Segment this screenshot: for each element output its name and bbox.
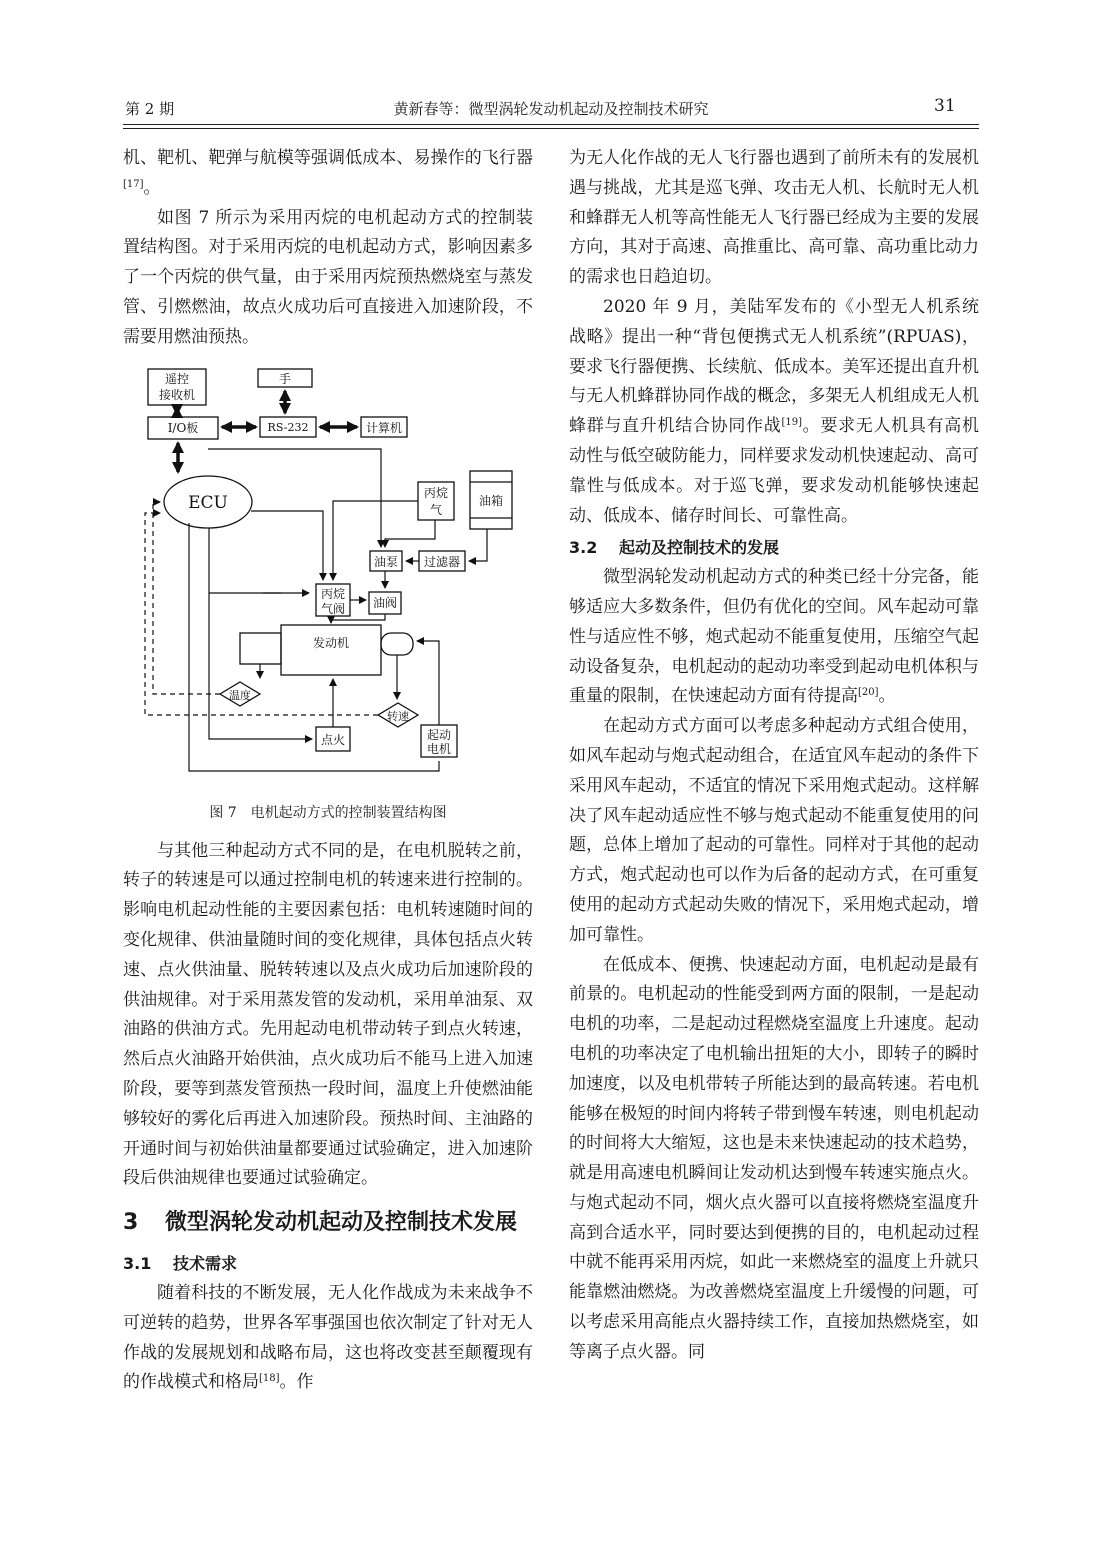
paragraph: 如图 7 所示为采用丙烷的电机起动方式的控制装置结构图。对于采用丙烷的电机起动方式，影响因素多了一个丙烷的供气量，由于采用丙烷预热燃烧室与蒸发管、引燃燃油，故点火成功后可直接进入加速阶段，不需要用燃油预热。 [123, 207, 533, 347]
engine-left-box [240, 633, 281, 664]
rs232-label: RS-232 [267, 420, 309, 434]
page-number: 31 [934, 96, 956, 116]
remote-label: 接收机 [158, 387, 196, 402]
engine-right-box [381, 633, 413, 655]
paragraph: 为无人化作战的无人飞行器也遇到了前所未有的发展机遇与挑战，尤其是巡飞弹、攻击无人机、长航时无人机和蜂群无人机等高性能无人飞行器已经成为主要的发展方向，其对于高速、高推重比、高可靠、高功重比动力的需求也日趋迫切。 [569, 148, 979, 288]
io-label: I/O板 [167, 420, 199, 435]
paragraph: 与其他三种起动方式不同的是，在电机脱转之前，转子的转速是可以通过控制电机的转速来进行控制的。影响电机起动性能的主要因素包括：电机转速随时间的变化规律、供油量随时间的变化规律，具体包括点火转速、点火供油量、脱转转速以及点火成功后加速阶段的供油规律。对于采用蒸发管的发动机，采用单油泵、双油路的供油方式。先用起动电机带动转子到点火转速，然后点火油路开始供油，点火成功后不能马上进入加速阶段，要等到蒸发管预热一段时间，温度上升使燃油能够较好的雾化后再进入加速阶段。预热时间、主油路的开通时间与初始供油量都要通过试验确定，进入加速阶段后供油规律也要通过试验确定。 [123, 840, 533, 1189]
header-rule-bottom [123, 128, 979, 129]
paragraph: 在起动方式方面可以考虑多种起动方式组合使用，如风车起动与炮式起动组合，在适宜风车起动的条件下采用风车起动，不适宜的情况下采用炮式起动。这样解决了风车起动适应性不够与炮式起动不能重复使用的问题，总体上增加了起动的可靠性。同样对于其他的起动方式，炮式起动也可以作为后备的起动方式，在可重复使用的起动方式起动失败的情况下，采用炮式起动，增加可靠性。 [569, 716, 979, 945]
section-number: 3 [123, 1210, 139, 1236]
starter-label: 电机 [426, 741, 452, 756]
subsection-title: 技术需求 [173, 1254, 238, 1274]
figure-7-diagram [123, 361, 533, 797]
oil-valve-label: 油阀 [372, 595, 398, 610]
subsection-number: 3.2 [569, 538, 598, 558]
engine-label: 发动机 [312, 635, 350, 650]
right-column [569, 144, 979, 1368]
paragraph: 机、靶机、靶弹与航模等强调低成本、易操作的飞行器[17]。 [123, 148, 533, 198]
paragraph: 2020 年 9 月，美陆军发布的《小型无人机系统战略》提出一种“背包便携式无人机系统”(RPUAS)，要求飞行器便携、长续航、低成本。美军还提出直升机与无人机蜂群协同作战的概念，多架无人机组成无人机蜂群与直升机结合协同作战[19]。要求无人机具有高机动性与低空破防能力，同样要求发动机快速起动、高可靠性与低成本。对于巡飞弹，要求发动机能够快速起动、低成本、储存时间长、可靠性高。 [569, 296, 979, 526]
propane-label: 气 [429, 502, 443, 517]
temperature-label: 温度 [229, 688, 251, 702]
subsection-heading-3-1 [123, 1249, 533, 1279]
propane-label: 丙烷 [423, 485, 449, 500]
citation: [18] [259, 1373, 280, 1385]
remote-label: 遥控 [164, 371, 190, 386]
header-rule-top [123, 124, 979, 125]
subsection-heading-3-2 [569, 533, 979, 563]
propane-valve-label: 丙烷 [320, 586, 346, 601]
speed-label: 转速 [387, 709, 409, 723]
running-header-issue: 第 2 期 [125, 100, 175, 118]
citation: [19] [781, 417, 802, 429]
section-title: 微型涡轮发动机起动及控制技术发展 [165, 1210, 518, 1236]
paragraph: 在低成本、便携、快速起动方面，电机起动是最有前景的。电机起动的性能受到两方面的限制，一是起动电机的功率，二是起动过程燃烧室温度上升速度。起动电机的功率决定了电机输出扭矩的大小，即转子的瞬时加速度，以及电机带转子所能达到的最高转速。若电机能够在极短的时间内将转子带到慢车转速，则电机起动的时间将大大缩短，这也是未来快速起动的技术趋势，就是用高速电机瞬间让发动机达到慢车转速实施点火。与炮式起动不同，烟火点火器可以直接将燃烧室温度升高到合适水平，同时要达到便携的目的，电机起动过程中就不能再采用丙烷，如此一来燃烧室的温度上升就只能靠燃油燃烧。为改善燃烧室温度上升缓慢的问题，可以考虑采用高能点火器持续工作，直接加热燃烧室，如等离子点火器。同 [569, 954, 979, 1362]
control-structure-diagram [123, 361, 533, 797]
propane-valve-label: 气阀 [320, 601, 346, 616]
running-header-title: 黄新春等：微型涡轮发动机起动及控制技术研究 [393, 100, 709, 118]
subsection-title: 起动及控制技术的发展 [619, 538, 780, 558]
ecu-label: ECU [188, 492, 228, 513]
citation: [17] [123, 178, 144, 190]
computer-label: 计算机 [365, 420, 403, 435]
starter-label: 起动 [426, 727, 452, 742]
left-column [123, 144, 533, 1398]
paragraph: 随着科技的不断发展，无人化作战成为未来战争不可逆转的趋势，世界各军事强国也依次制定了针对无人作战的发展规划和战略布局，这也将改变甚至颠覆现有的作战模式和格局[18]。作 [123, 1282, 533, 1393]
figure-caption: 图 7 电机起动方式的控制装置结构图 [209, 804, 447, 821]
engine-box [281, 625, 381, 675]
pump-label: 油泵 [373, 554, 399, 569]
paragraph: 微型涡轮发动机起动方式的种类已经十分完备，能够适应大多数条件，但仍有优化的空间。风车起动可靠性与适应性不够，炮式起动不能重复使用，压缩空气起动设备复杂，电机起动的起动功率受到起动电机体积与重量的限制，在快速起动方面有待提高[20]。 [569, 567, 979, 707]
subsection-number: 3.1 [123, 1254, 152, 1274]
citation: [20] [858, 687, 879, 699]
hand-label: 手 [278, 371, 292, 386]
filter-label: 过滤器 [423, 554, 461, 569]
section-heading-3 [123, 1206, 533, 1239]
tank-label: 油箱 [478, 493, 504, 508]
ignition-label: 点火 [320, 732, 346, 747]
